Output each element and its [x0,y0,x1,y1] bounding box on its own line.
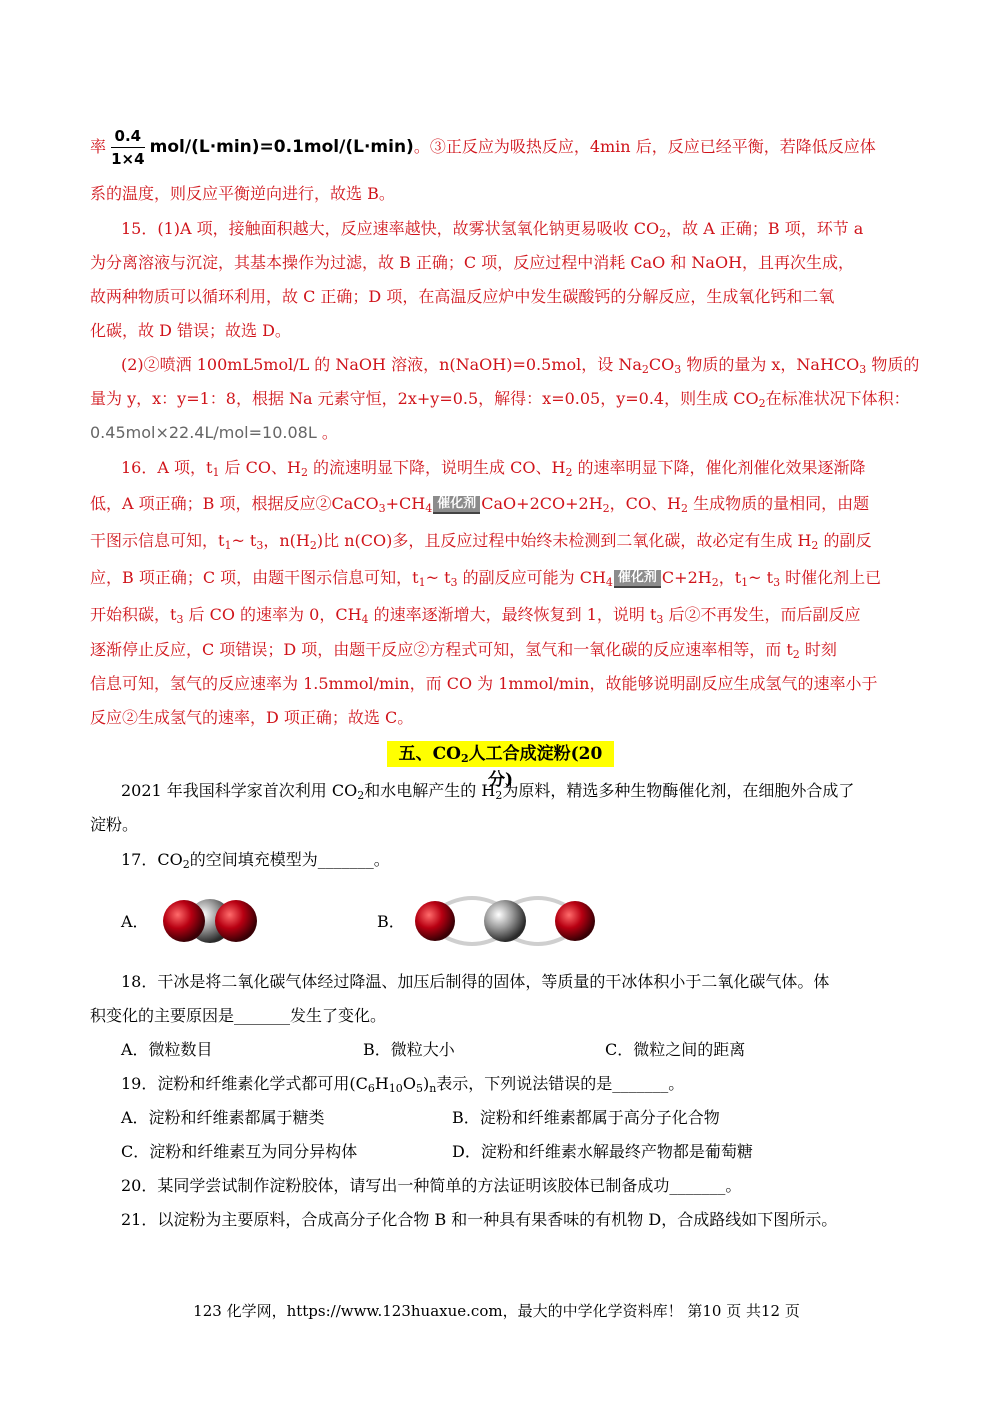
section-heading: 五、$CO_2$人工合成淀粉(20 分) [387,741,614,767]
fraction [111,126,144,169]
question-19: 19．淀粉和纤维素化学式都可用$(C_6H_{10}O_5)_n$表示，下列说法错误的是_______。 [121,1074,685,1095]
formula-image-text: 0.45mol×22.4L/mol=10.08L [90,423,317,442]
question-18-line-1: 18．干冰是将二氧化碳气体经过降温、加压后制得的固体，等质量的干冰体积小于二氧化碳气体。体 [121,972,830,991]
answer-16-line-7: 信息可知，氢气的反应速率为 1.5mmol/min，而 CO 为 1mmol/min，故能够说明副反应生成氢气的速率小于 [90,674,878,693]
answer-15-2-line-1: (2)②喷洒 100mL5mol/L 的 NaOH 溶液，n(NaOH)=0.5mol，设 $Na_2CO_3$ 物质的量为 x，NaHCO$_3$ 物质的 [121,355,920,376]
answer-14-line-2: 系的温度，则反应平衡逆向进行，故选 B。 [90,184,395,203]
answer-15-2-line-3: 0.45mol×22.4L/mol=10.08L 。 [90,423,338,442]
intro-line-1: 2021 年我国科学家首次利用 $CO_2$和水电解产生的 $H_2$为原料，精选多种生物酶催化剂，在细胞外合成了 [121,781,855,802]
answer-16-line-8: 反应②生成氢气的速率，D 项正确；故选 C。 [90,708,414,727]
catalyst-label: 催化剂 [433,496,480,514]
co2-model-a-image [160,890,260,952]
answer-16-line-6: 逐渐停止反应，C 项错误；D 项，由题干反应②方程式可知，氢气和一氧化碳的反应速率相等，而 $t_2$ 时刻 [90,640,837,661]
text: 率 [90,137,107,156]
answer-15-line-4: 化碳，故 D 错误；故选 D。 [90,321,291,340]
option-19-a: A．淀粉和纤维素都属于糖类 [121,1108,325,1127]
question-18-line-2: 积变化的主要原因是_______发生了变化。 [90,1006,387,1025]
rate-expression: mol/(L·min)=0.1mol/(L·min) [149,137,414,157]
option-19-b: B．淀粉和纤维素都属于高分子化合物 [452,1108,720,1127]
answer-15-line-3: 故两种物质可以循环利用，故 C 正确；D 项，在高温反应炉中发生碳酸钙的分解反应，生成氧化钙和二氧 [90,287,835,306]
question-17: 17．$CO_2$的空间填充模型为_______。 [121,850,390,871]
fraction-denominator: 1×4 [111,150,145,168]
answer-14-line-1 [90,126,876,169]
page-footer: 123 化学网，https://www.123huaxue.com，最大的中学化学资料库！ 第10 页 共12 页 [193,1302,800,1320]
co2-model-b-image [410,890,600,952]
option-18-a: A．微粒数目 [121,1040,213,1059]
answer-16-line-3: 干图示信息可知，$t_1\sim$ $t_3$，$n(H_2)$比 n(CO)多，且反应过程中始终未检测到二氧化碳，故必定有生成 $H_2$ 的副反 [90,531,872,552]
fraction-numerator: 0.4 [111,126,144,148]
option-18-c: C．微粒之间的距离 [605,1040,746,1059]
answer-16-line-2: 低，A 项正确；B 项，根据反应$②CaCO_3+CH_4$ 催化剂 $CaO+2CO+2H_2$，CO、$H_2$ 生成物质的量相同，由题 [90,494,870,515]
answer-15-2-line-2: 量为 y，x：y=1：8，根据 Na 元素守恒，2x+y=0.5，解得：x=0.05，y=0.4，则生成 $CO_2$在标准状况下体积： [90,389,910,410]
option-19-c: C．淀粉和纤维素互为同分异构体 [121,1142,358,1161]
text: 。③正反应为吸热反应，4min 后，反应已经平衡，若降低反应体 [413,137,876,156]
question-21: 21．以淀粉为主要原料，合成高分子化合物 B 和一种具有果香味的有机物 D，合成路线如下图所示。 [121,1210,838,1229]
answer-15-line-1: 15．(1)A 项，接触面积越大，反应速率越快，故雾状氢氧化钠更易吸收 $CO_2$，故 A 正确；B 项，环节 a [121,219,864,240]
answer-16-line-5: 开始积碳，$t_3$ 后 CO 的速率为 0，$CH_4$ 的速率逐渐增大，最终恢复到 1，说明 $t_3$ 后②不再发生，而后副反应 [90,605,861,626]
option-18-b: B．微粒大小 [363,1040,455,1059]
answer-15-line-2: 为分离溶液与沉淀，其基本操作为过滤，故 B 正确；C 项，反应过程中消耗 CaO 和 NaOH，且再次生成， [90,253,855,272]
option-17-b-label: B． [377,912,405,931]
catalyst-label: 催化剂 [614,570,661,588]
answer-16-line-1: 16．A 项，$t_1$ 后 CO、$H_2$ 的流速明显下降，说明生成 CO、$H_2$ 的速率明显下降，催化剂催化效果逐渐降 [121,458,866,479]
option-17-a-label: A． [121,912,149,931]
answer-16-line-4: 应，B 项正确；C 项，由题干图示信息可知，$t_1\sim$ $t_3$ 的副反应可能为 $CH_4$ 催化剂 $C+2H_2$，$t_1\sim$ $t_3$ 时催化剂上已 [90,568,882,589]
option-19-d: D．淀粉和纤维素水解最终产物都是葡萄糖 [452,1142,753,1161]
question-20: 20．某同学尝试制作淀粉胶体，请写出一种简单的方法证明该胶体已制备成功_______。 [121,1176,742,1195]
intro-line-2: 淀粉。 [90,815,139,834]
